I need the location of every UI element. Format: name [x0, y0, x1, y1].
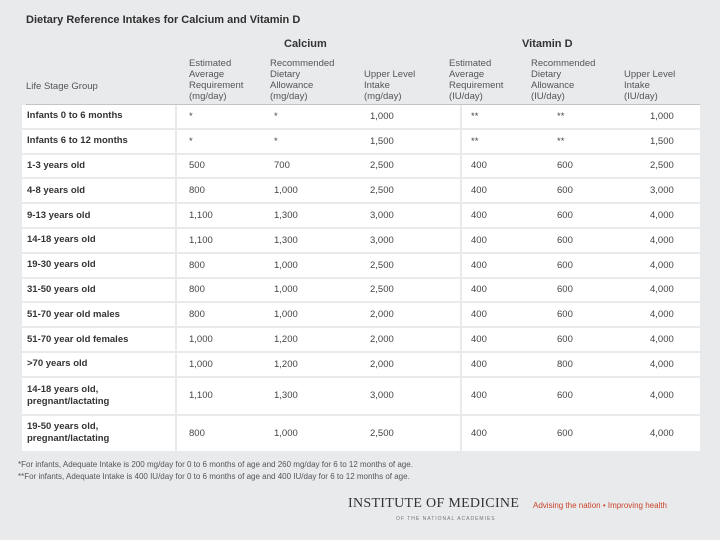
calcium-ul-value: 3,000: [370, 234, 394, 246]
dri-table: [22, 105, 700, 453]
table-row: [22, 179, 700, 204]
vitamin-d-rda-value: 600: [557, 185, 573, 197]
calcium-ear-value: *: [189, 110, 193, 122]
vitamin-d-ul-value: 4,000: [650, 234, 674, 246]
vitamin-d-rda-header: Recommended Dietary Allowance (IU/day): [531, 58, 596, 102]
vitamin-d-ul-value: 4,000: [650, 259, 674, 271]
life-stage-label: Infants 0 to 6 months: [27, 110, 123, 122]
calcium-cells: [177, 353, 460, 376]
table-row: [22, 130, 700, 155]
calcium-rda-value: 1,000: [274, 185, 298, 197]
vitamin-d-ul-value: 4,000: [650, 390, 674, 402]
vitamin-d-rda-value: 600: [557, 309, 573, 321]
calcium-ear-value: 800: [189, 185, 205, 197]
calcium-rda-value: 700: [274, 160, 290, 172]
calcium-cells: [177, 130, 460, 153]
life-stage-label: 51-70 year old females: [27, 333, 129, 345]
life-stage-cell: [22, 303, 175, 326]
table-title: Dietary Reference Intakes for Calcium and Vitamin D: [26, 14, 301, 26]
vitamin-d-rda-value: 600: [557, 284, 573, 296]
vitamin-d-cells: [462, 303, 700, 326]
calcium-cells: [177, 179, 460, 202]
calcium-cells: [177, 416, 460, 452]
vitamin-d-ear-value: 400: [471, 390, 487, 402]
table-row: [22, 105, 700, 130]
life-stage-label: >70 years old: [27, 358, 88, 370]
vitamin-d-cells: [462, 229, 700, 252]
life-stage-cell: [22, 105, 175, 128]
life-stage-cell: [22, 353, 175, 376]
life-stage-label: 14-18 years old, pregnant/lactating: [27, 383, 110, 407]
life-stage-cell: [22, 155, 175, 178]
vitamin-d-ear-header: Estimated Average Requirement (IU/day): [449, 58, 504, 102]
calcium-cells: [177, 204, 460, 227]
calcium-ear-value: 1,000: [189, 334, 213, 346]
table-row: [22, 254, 700, 279]
life-stage-label: 4-8 years old: [27, 184, 86, 196]
calcium-ul-value: 2,000: [370, 334, 394, 346]
life-stage-label: 19-30 years old: [27, 259, 96, 271]
vitamin-d-ear-value: 400: [471, 284, 487, 296]
calcium-ul-value: 2,500: [370, 284, 394, 296]
calcium-ul-value: 2,000: [370, 358, 394, 370]
calcium-cells: [177, 254, 460, 277]
vitamin-d-ul-header: Upper Level Intake (IU/day): [624, 69, 676, 102]
calcium-ul-header: Upper Level Intake (mg/day): [364, 69, 416, 102]
vitamin-d-cells: [462, 416, 700, 452]
calcium-rda-value: 1,000: [274, 259, 298, 271]
table-row: [22, 416, 700, 454]
life-stage-label: 1-3 years old: [27, 159, 86, 171]
vitamin-d-cells: [462, 155, 700, 178]
vitamin-d-ear-value: 400: [471, 185, 487, 197]
calcium-ul-value: 2,500: [370, 160, 394, 172]
vitamin-d-ul-value: 4,000: [650, 210, 674, 222]
calcium-rda-value: 1,300: [274, 234, 298, 246]
vitamin-d-ul-value: 4,000: [650, 427, 674, 439]
national-academies-text: OF THE NATIONAL ACADEMIES: [396, 516, 496, 522]
table-row: [22, 353, 700, 378]
table-row: [22, 303, 700, 328]
vitamin-d-cells: [462, 328, 700, 351]
calcium-ul-value: 1,500: [370, 135, 394, 147]
calcium-rda-value: 1,000: [274, 284, 298, 296]
vitamin-d-rda-value: 600: [557, 160, 573, 172]
table-row: [22, 328, 700, 353]
footnote-vitamin-d: **For infants, Adequate Intake is 400 IU/day for 0 to 6 months of age and 400 IU/day for 6 to 12 months of age.: [18, 472, 410, 481]
calcium-ear-value: 800: [189, 284, 205, 296]
calcium-ear-value: *: [189, 135, 193, 147]
footnote-calcium: *For infants, Adequate Intake is 200 mg/day for 0 to 6 months of age and 260 mg/day for 6 to 12 months of age.: [18, 460, 413, 469]
vitamin-d-ear-value: 400: [471, 234, 487, 246]
life-stage-cell: [22, 416, 175, 452]
vitamin-d-rda-value: 600: [557, 259, 573, 271]
calcium-rda-value: *: [274, 110, 278, 122]
calcium-rda-value: 1,200: [274, 334, 298, 346]
calcium-ear-value: 1,100: [189, 390, 213, 402]
life-stage-label: 19-50 years old, pregnant/lactating: [27, 421, 110, 445]
vitamin-d-cells: [462, 279, 700, 302]
calcium-rda-value: 1,200: [274, 358, 298, 370]
life-stage-cell: [22, 130, 175, 153]
life-stage-header: Life Stage Group: [26, 81, 98, 92]
vitamin-d-rda-value: 600: [557, 210, 573, 222]
calcium-cells: [177, 303, 460, 326]
table-row: [22, 378, 700, 416]
calcium-ear-header: Estimated Average Requirement (mg/day): [189, 58, 244, 102]
vitamin-d-ear-value: 400: [471, 309, 487, 321]
vitamin-d-rda-value: **: [557, 110, 565, 122]
vitamin-d-cells: [462, 254, 700, 277]
table-row: [22, 279, 700, 304]
vitamin-d-cells: [462, 204, 700, 227]
calcium-group-header: Calcium: [284, 38, 327, 50]
calcium-cells: [177, 279, 460, 302]
vitamin-d-cells: [462, 353, 700, 376]
vitamin-d-ul-value: 1,500: [650, 135, 674, 147]
life-stage-label: 14-18 years old: [27, 234, 96, 246]
calcium-rda-value: 1,300: [274, 210, 298, 222]
vitamin-d-group-header: Vitamin D: [522, 38, 573, 50]
calcium-ul-value: 2,500: [370, 259, 394, 271]
life-stage-label: Infants 6 to 12 months: [27, 135, 128, 147]
life-stage-cell: [22, 229, 175, 252]
vitamin-d-ear-value: 400: [471, 210, 487, 222]
vitamin-d-cells: [462, 130, 700, 153]
life-stage-cell: [22, 254, 175, 277]
vitamin-d-ul-value: 4,000: [650, 334, 674, 346]
vitamin-d-cells: [462, 179, 700, 202]
vitamin-d-rda-value: 600: [557, 234, 573, 246]
life-stage-label: 9-13 years old: [27, 209, 91, 221]
calcium-ul-value: 1,000: [370, 110, 394, 122]
life-stage-label: 31-50 years old: [27, 283, 96, 295]
vitamin-d-ul-value: 2,500: [650, 160, 674, 172]
vitamin-d-rda-value: **: [557, 135, 565, 147]
calcium-cells: [177, 328, 460, 351]
calcium-cells: [177, 378, 460, 414]
calcium-ear-value: 800: [189, 427, 205, 439]
vitamin-d-ear-value: **: [471, 135, 479, 147]
vitamin-d-ear-value: **: [471, 110, 479, 122]
table-row: [22, 155, 700, 180]
life-stage-cell: [22, 204, 175, 227]
vitamin-d-rda-value: 800: [557, 358, 573, 370]
calcium-rda-header: Recommended Dietary Allowance (mg/day): [270, 58, 335, 102]
calcium-rda-value: 1,000: [274, 309, 298, 321]
vitamin-d-cells: [462, 105, 700, 128]
vitamin-d-rda-value: 600: [557, 390, 573, 402]
calcium-ear-value: 1,100: [189, 210, 213, 222]
calcium-cells: [177, 229, 460, 252]
calcium-ear-value: 500: [189, 160, 205, 172]
vitamin-d-rda-value: 600: [557, 334, 573, 346]
calcium-ear-value: 800: [189, 259, 205, 271]
calcium-rda-value: 1,000: [274, 427, 298, 439]
table-row: [22, 229, 700, 254]
vitamin-d-ear-value: 400: [471, 160, 487, 172]
vitamin-d-rda-value: 600: [557, 427, 573, 439]
vitamin-d-ul-value: 4,000: [650, 358, 674, 370]
vitamin-d-ul-value: 4,000: [650, 309, 674, 321]
institute-of-medicine-logo: INSTITUTE OF MEDICINE: [348, 496, 520, 511]
table-row: [22, 204, 700, 229]
life-stage-label: 51-70 year old males: [27, 308, 120, 320]
calcium-ul-value: 2,000: [370, 309, 394, 321]
calcium-cells: [177, 105, 460, 128]
calcium-ul-value: 2,500: [370, 427, 394, 439]
calcium-ul-value: 3,000: [370, 390, 394, 402]
tagline: Advising the nation • Improving health: [533, 501, 667, 510]
calcium-ear-value: 1,100: [189, 234, 213, 246]
vitamin-d-cells: [462, 378, 700, 414]
calcium-rda-value: *: [274, 135, 278, 147]
vitamin-d-ul-value: 1,000: [650, 110, 674, 122]
calcium-ul-value: 2,500: [370, 185, 394, 197]
vitamin-d-ear-value: 400: [471, 334, 487, 346]
life-stage-cell: [22, 378, 175, 414]
vitamin-d-ul-value: 3,000: [650, 185, 674, 197]
vitamin-d-ear-value: 400: [471, 427, 487, 439]
life-stage-cell: [22, 179, 175, 202]
calcium-rda-value: 1,300: [274, 390, 298, 402]
calcium-cells: [177, 155, 460, 178]
vitamin-d-ear-value: 400: [471, 259, 487, 271]
vitamin-d-ear-value: 400: [471, 358, 487, 370]
life-stage-cell: [22, 279, 175, 302]
vitamin-d-ul-value: 4,000: [650, 284, 674, 296]
life-stage-cell: [22, 328, 175, 351]
calcium-ul-value: 3,000: [370, 210, 394, 222]
calcium-ear-value: 1,000: [189, 358, 213, 370]
calcium-ear-value: 800: [189, 309, 205, 321]
